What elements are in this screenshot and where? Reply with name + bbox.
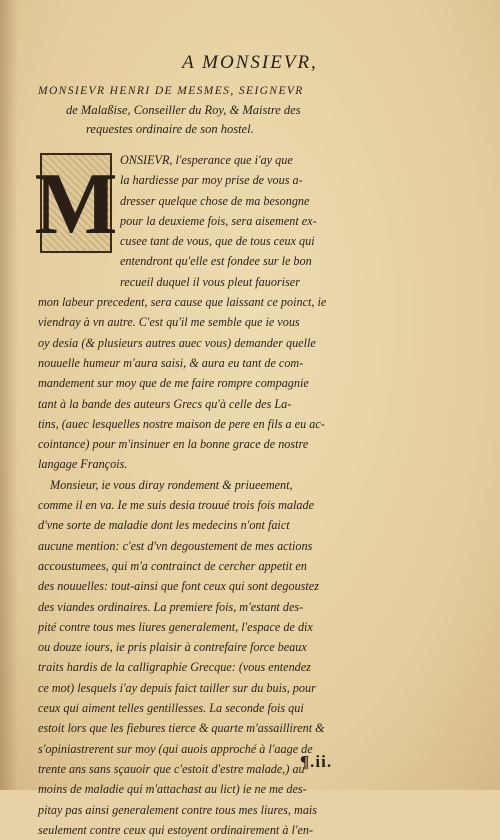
text-line: des nouuelles: tout-ainsi que font ceux qui sont degoustez xyxy=(38,579,319,594)
text-line: la hardiesse par moy prise de vous a- xyxy=(120,173,303,188)
text-line: comme il en va. Ie me suis desia trouué trois fois malade xyxy=(38,498,314,513)
addressee-line: de Malaßise, Conseiller du Roy, & Maistre des xyxy=(66,103,301,117)
text-line: viendray à vn autre. C'est qu'il me semble que ie vous xyxy=(38,315,300,330)
text-line: estoit lors que les fiebures tierce & quarte m'assaillirent & xyxy=(38,721,325,736)
text-line: des viandes ordinaires. La premiere fois, m'estant des- xyxy=(38,599,304,614)
text-line: cointance) pour m'insinuer en la bonne grace de nostre xyxy=(38,437,309,452)
text-line: d'vne sorte de maladie dont les medecins n'ont faict xyxy=(38,518,290,533)
text-line: Monsieur, ie vous diray rondement & priueement, xyxy=(50,477,293,492)
text-line: pitay pas ainsi generalement contre tous mes liures, mais xyxy=(38,802,318,817)
text-line: ce mot) lesquels i'ay depuis faict tailler sur du buis, pour xyxy=(38,680,316,695)
signature-mark: ¶.ii. xyxy=(300,752,333,771)
text-line: mandement sur moy que de me faire rompre compagnie xyxy=(38,376,309,391)
text-line: moins de maladie qui m'attachast au lict) ie ne me des- xyxy=(38,782,307,797)
dedication-heading: A MONSIEVR, xyxy=(182,52,318,73)
text-line: ONSIEVR, l'esperance que i'ay que xyxy=(120,153,293,167)
text-line: aucune mention: c'est d'vn degoustement de mes actions xyxy=(38,538,313,553)
initial-letter: M xyxy=(34,156,118,253)
text-line: pour la deuxieme fois, sera aisement ex- xyxy=(120,213,317,228)
addressee-line: requestes ordinaire de son hostel. xyxy=(86,122,254,136)
text-line: oy desia (& plusieurs autres auec vous) demander quelle xyxy=(38,335,316,350)
text-line: accoustumees, qui m'a contrainct de cercher appetit en xyxy=(38,558,307,573)
dedication-addressee xyxy=(38,82,458,139)
text-line: langage François. xyxy=(38,457,128,472)
text-line: traits hardis de la calligraphie Grecque: (vous entendez xyxy=(38,660,311,675)
text-line: tins, (auec lesquelles nostre maison de pere en fils a eu ac- xyxy=(38,416,325,431)
text-line: nouuelle humeur m'aura saisi, & aura eu tant de com- xyxy=(38,355,304,370)
text-line: cusee tant de vous, que de tous ceux qui xyxy=(120,234,315,249)
text-line: trente ans sans sçauoir que c'estoit d'estre malade,) au xyxy=(38,761,305,776)
text-line: dresser quelque chose de ma besongne xyxy=(120,193,310,208)
text-line: recueil duquel il vous pleut fauoriser xyxy=(120,274,300,289)
text-line: ceux qui aiment telles gentillesses. La seconde fois qui xyxy=(38,701,304,716)
text-line: entendront qu'elle est fondee sur le bon xyxy=(120,254,312,269)
addressee-line: MONSIEVR HENRI DE MESMES, SEIGNEVR xyxy=(38,85,304,97)
text-line: pité contre tous mes liures generalement, l'espace de dix xyxy=(38,619,313,634)
text-line: ou douze iours, ie pris plaisir à contrefaire force beaux xyxy=(38,640,307,655)
text-line: tant à la bande des auteurs Grecs qu'à celle des La- xyxy=(38,396,292,411)
text-line: mon labeur precedent, sera cause que laissant ce poinct, ie xyxy=(38,295,327,310)
body-text xyxy=(38,150,463,840)
text-line: s'opiniastrerent sur moy (qui auois approché à l'aage de xyxy=(38,741,313,756)
text-line: seulement contre ceux qui estoyent ordinairement à l'en- xyxy=(38,822,314,837)
